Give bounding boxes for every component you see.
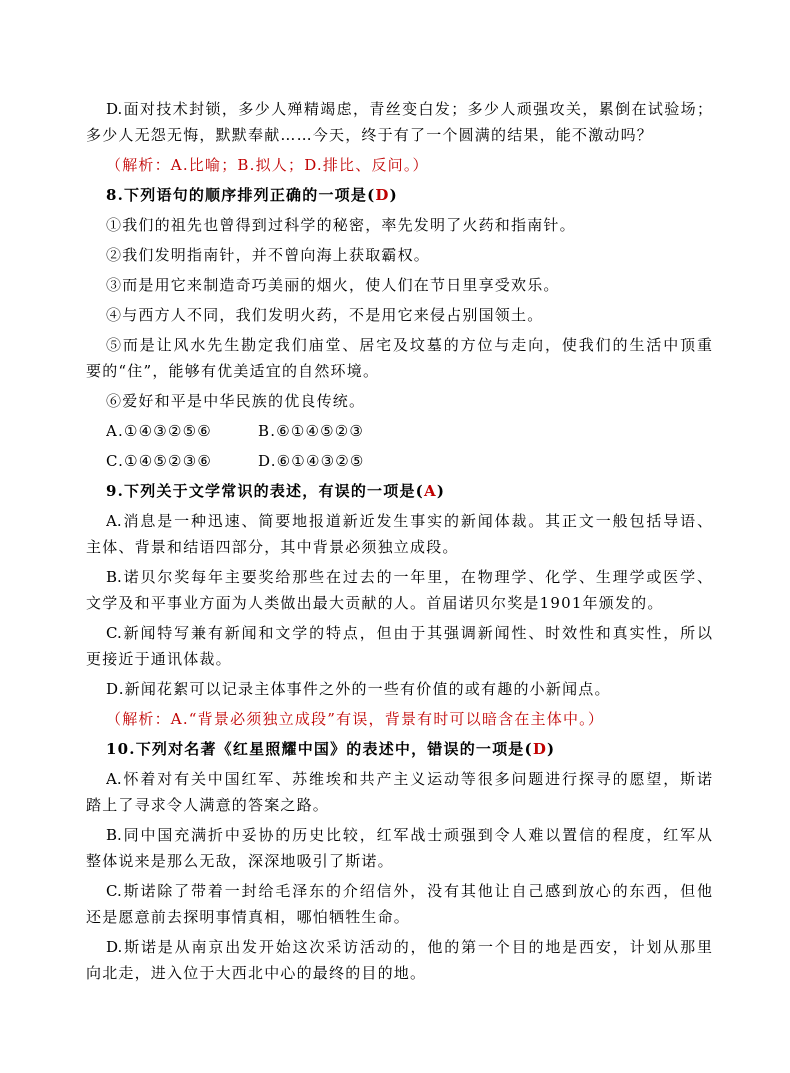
q9-answer-open: ( xyxy=(415,482,424,500)
q8-sentence-6: ⑥爱好和平是中华民族的优良传统。 xyxy=(106,392,366,410)
q8-options-row-1 xyxy=(106,418,712,444)
q10-answer: D xyxy=(532,740,548,758)
q7-option-d-line-2: 多少人无怨无悔，默默奉献……今天，终于有了一个圆满的结果，能不激动吗？ xyxy=(86,126,654,144)
q10-option-d-line-2: 向北走，进入位于大西北中心的最终的目的地。 xyxy=(86,964,427,982)
q10-option-c-line-1: C.斯诺除了带着一封给毛泽东的介绍信外，没有其他让自己感到放心的东西，但他 xyxy=(106,882,712,900)
q10-title xyxy=(106,736,712,762)
q9-option-b-line-2: 文学及和平事业方面为人类做出最大贡献的人。首届诺贝尔奖是1901年颁发的。 xyxy=(86,594,664,612)
q10-option-d-line-1: D.斯诺是从南京出发开始这次采访活动的，他的第一个目的地是西安，计划从那里 xyxy=(106,938,712,956)
q10-answer-open: ( xyxy=(524,740,533,758)
q8-sentence-5-line-1: ⑤而是让风水先生勘定我们庙堂、居宅及坟墓的方位与走向，使我们的生活中顶重 xyxy=(106,336,712,354)
q9-title xyxy=(106,478,712,504)
q9-option-d: D.新闻花絮可以记录主体事件之外的一些有价值的或有趣的小新闻点。 xyxy=(106,680,611,698)
q9-stem: 9.下列关于文学常识的表述，有误的一项是 xyxy=(106,482,416,500)
q8-title xyxy=(106,182,712,208)
q10-answer-close: ) xyxy=(547,740,556,758)
q8-option-d: D.⑥①④③②⑤ xyxy=(258,452,365,470)
q8-sentence-1: ①我们的祖先也曾得到过科学的秘密，率先发明了火药和指南针。 xyxy=(106,216,576,234)
q8-sentence-3: ③而是用它来制造奇巧美丽的烟火，使人们在节日里享受欢乐。 xyxy=(106,276,560,294)
q8-option-a: A.①④③②⑤⑥ xyxy=(106,422,212,440)
q8-answer-close: ) xyxy=(389,186,398,204)
q8-options-row-2 xyxy=(106,448,712,474)
q9-option-c-line-2: 更接近于通讯体裁。 xyxy=(86,650,232,668)
q10-option-a-line-2: 踏上了寻求令人满意的答案之路。 xyxy=(86,796,330,814)
q8-option-b: B.⑥①④⑤②③ xyxy=(258,422,365,440)
q8-answer-open: ( xyxy=(367,186,376,204)
q8-answer: D xyxy=(375,186,390,204)
q9-option-c-line-1: C.新闻特写兼有新闻和文学的特点，但由于其强调新闻性、时效性和真实性，所以 xyxy=(106,624,712,642)
q7-option-d-line-1: D.面对技术封锁，多少人殚精竭虑，青丝变白发；多少人顽强攻关，累倒在试验场； xyxy=(106,100,712,118)
q8-option-c: C.①④⑤②③⑥ xyxy=(106,452,212,470)
q10-option-c-line-2: 还是愿意前去探明事情真相，哪怕牺牲生命。 xyxy=(86,908,411,926)
q10-stem: 10.下列对名著《红星照耀中国》的表述中，错误的一项是 xyxy=(106,740,525,758)
q8-stem: 8.下列语句的顺序排列正确的一项是 xyxy=(106,186,368,204)
q9-option-a-line-1: A.消息是一种迅速、简要地报道新近发生事实的新闻体裁。其正文一般包括导语、 xyxy=(106,512,712,530)
q8-sentence-2: ②我们发明指南针，并不曾向海上获取霸权。 xyxy=(106,246,431,264)
q7-analysis: （解析：A.比喻；B.拟人；D.排比、反问。） xyxy=(106,156,429,174)
q9-answer-close: ) xyxy=(436,482,446,500)
q9-analysis: （解析：A.“背景必须独立成段”有误，背景有时可以暗含在主体中。） xyxy=(106,710,605,728)
q10-option-b-line-1: B.同中国充满折中妥协的历史比较，红军战士顽强到令人难以置信的程度，红军从 xyxy=(106,826,712,844)
q8-sentence-5-line-2: 要的“住”，能够有优美适宜的自然环境。 xyxy=(86,362,380,380)
q8-sentence-4: ④与西方人不同，我们发明火药，不是用它来侵占别国领土。 xyxy=(106,306,544,324)
q9-option-b-line-1: B.诺贝尔奖每年主要奖给那些在过去的一年里，在物理学、化学、生理学或医学、 xyxy=(106,568,712,586)
q9-answer: A xyxy=(423,482,437,500)
q9-option-a-line-2: 主体、背景和结语四部分，其中背景必须独立成段。 xyxy=(86,538,459,556)
q10-option-b-line-2: 整体说来是那么无敌，深深地吸引了斯诺。 xyxy=(86,852,394,870)
q10-option-a-line-1: A.怀着对有关中国红军、苏维埃和共产主义运动等很多问题进行探寻的愿望，斯诺 xyxy=(106,770,712,788)
